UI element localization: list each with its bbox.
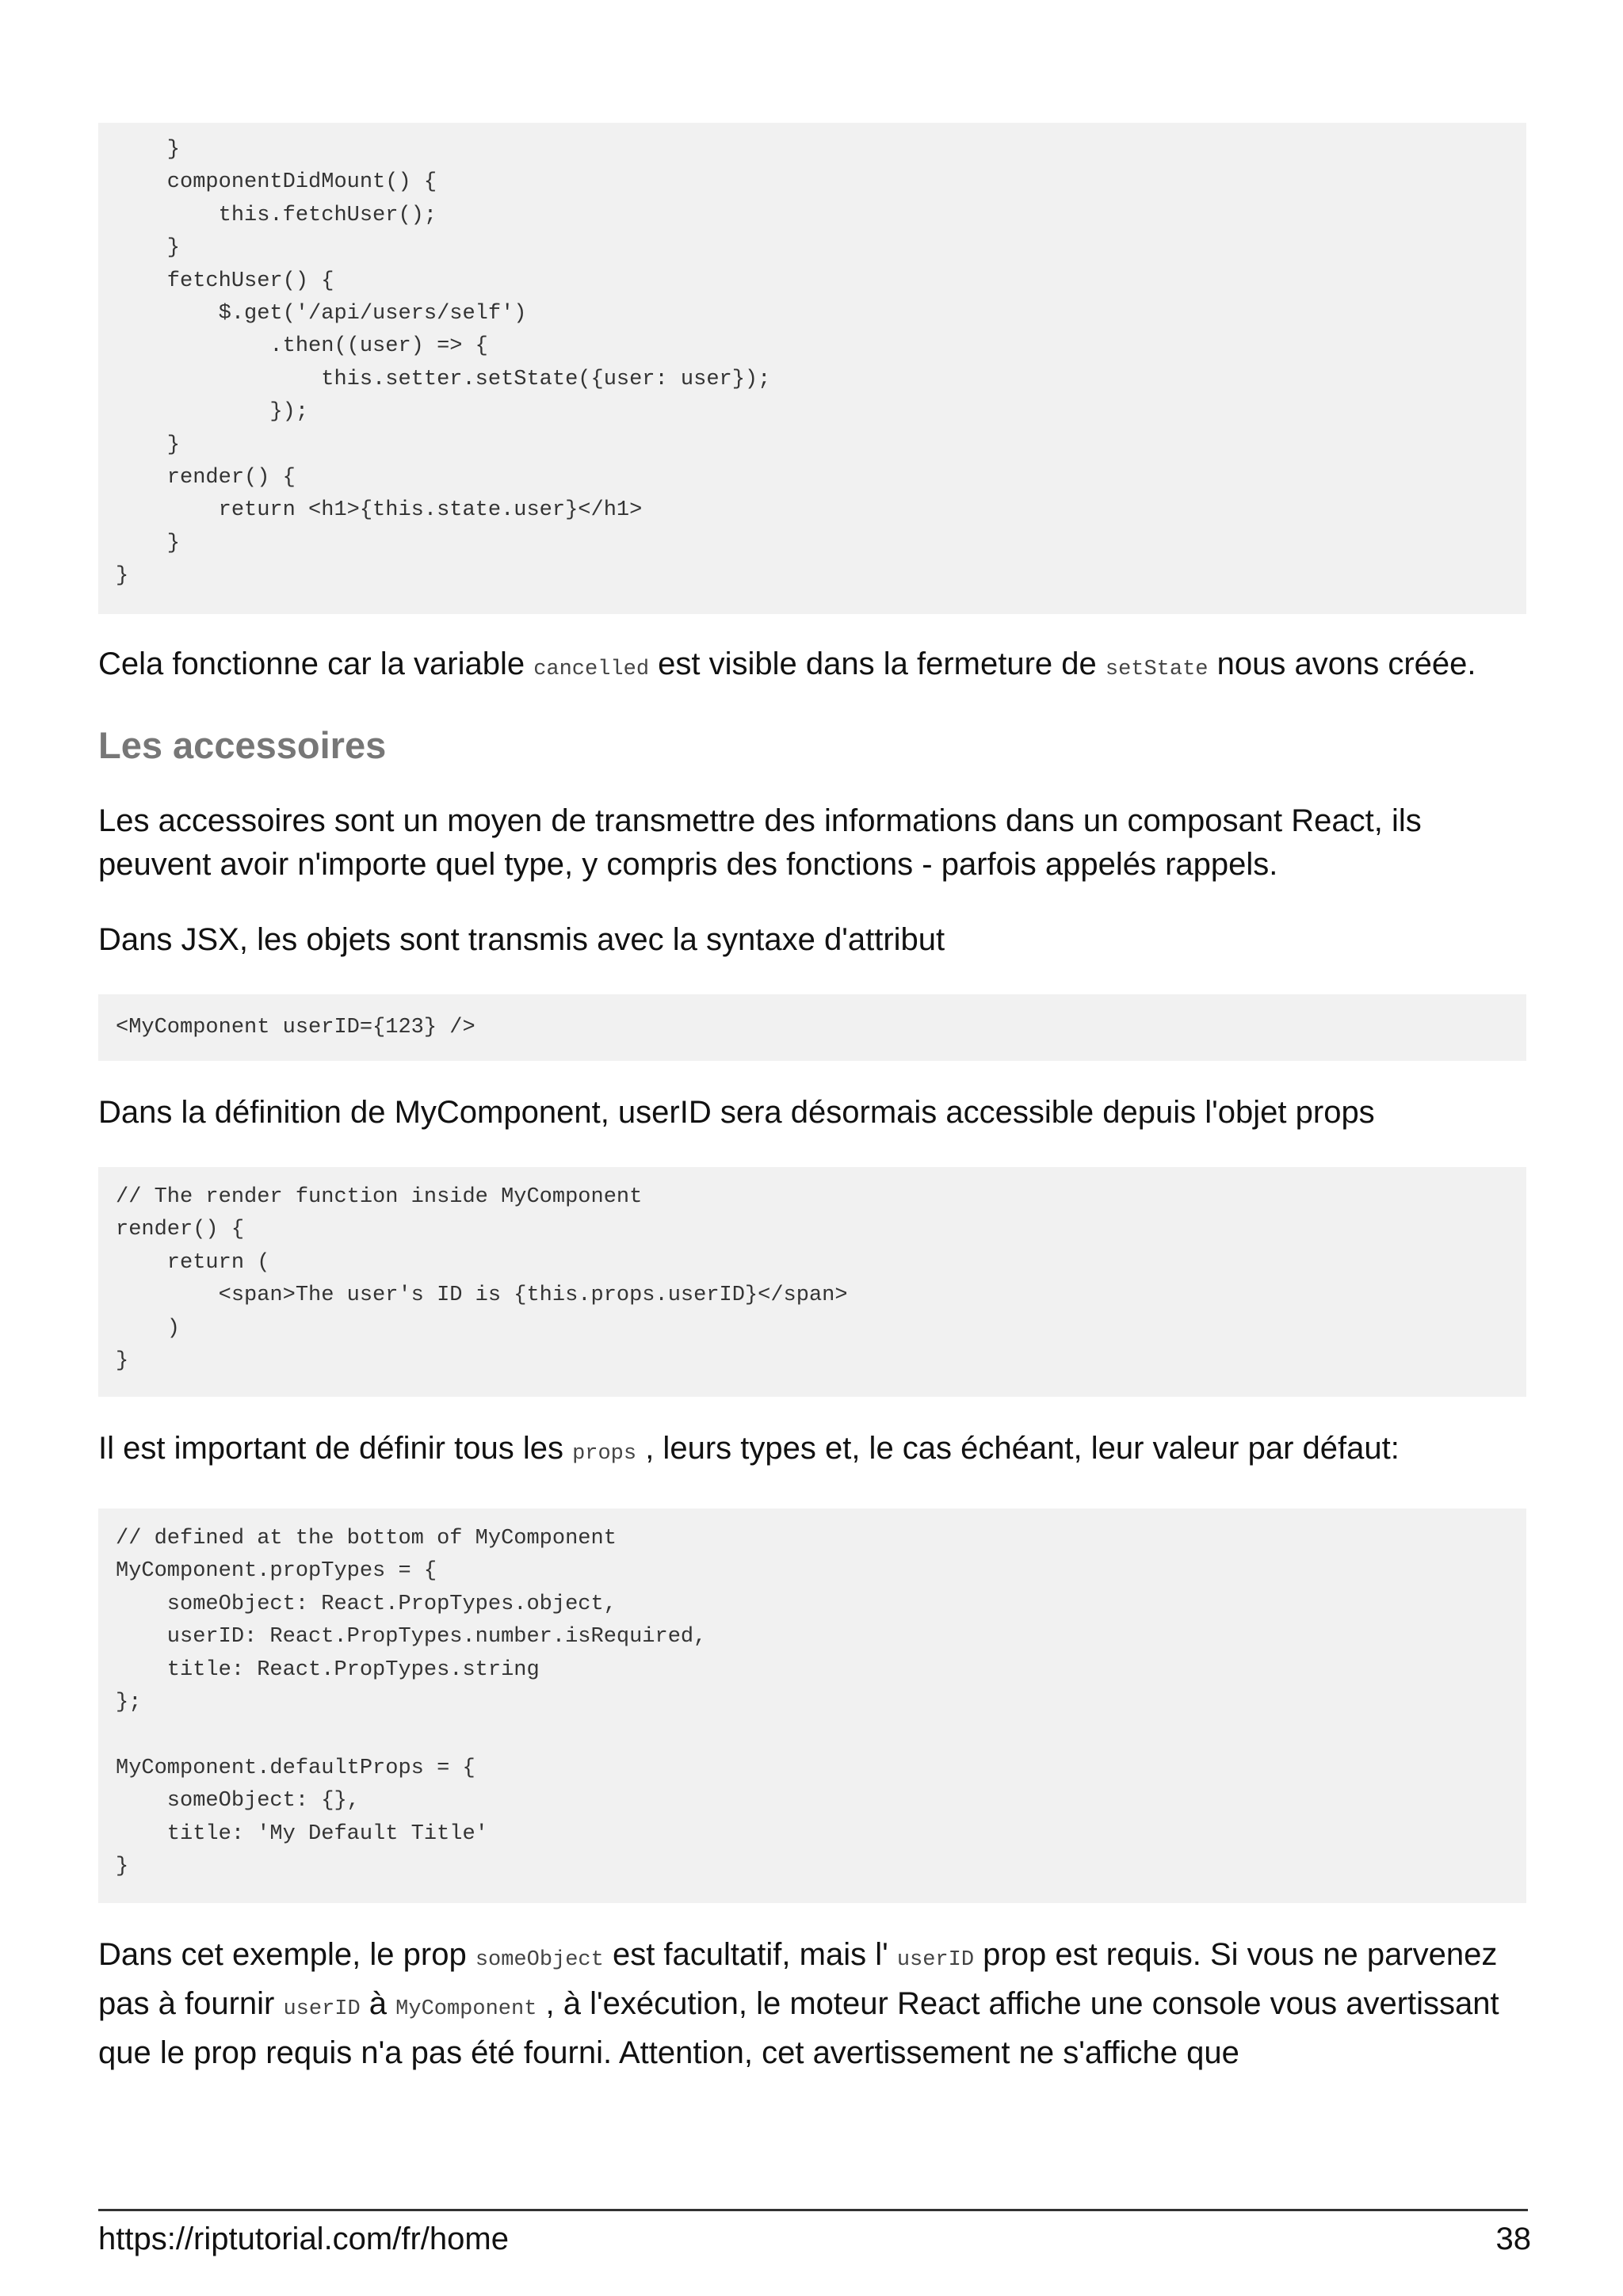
section-heading-accessoires: Les accessoires — [98, 724, 387, 766]
code-line: } — [116, 1349, 129, 1374]
code-line: title: 'My Default Title' — [116, 1821, 488, 1846]
inline-code-mycomponent: MyComponent — [395, 1997, 537, 2021]
text: Cela fonctionne car la variable — [98, 646, 534, 681]
text: à — [360, 1986, 396, 2021]
paragraph-props-intro: Les accessoires sont un moyen de transmettre des informations dans un composant React, ils peuvent avoir n'importe quel type, y compris des fonctions - parfois appelés rappels. — [98, 803, 1422, 882]
code-line: this.setter.setState({user: user}); — [116, 367, 771, 391]
code-line: this.fetchUser(); — [116, 203, 437, 227]
text: , à l'exécution, le moteur React affiche une console vous avertissant que le prop requis n'a pas été fourni. Attention, cet avertissement ne s'affiche que — [98, 1986, 1499, 2070]
code-line: } — [116, 1855, 129, 1879]
inline-code-cancelled: cancelled — [533, 658, 650, 681]
page-number: 38 — [1495, 2222, 1531, 2256]
code-line: } — [116, 564, 129, 589]
text: , leurs types et, le cas échéant, leur valeur par défaut: — [636, 1431, 1400, 1466]
text: est visible dans la fermeture de — [649, 646, 1106, 681]
code-line: // defined at the bottom of MyComponent — [116, 1527, 617, 1550]
code-line: return <h1>{this.state.user}</h1> — [116, 498, 643, 523]
code-block-render-function — [98, 1167, 1526, 1397]
code-line: <span>The user's ID is {this.props.userID}</span> — [116, 1283, 848, 1308]
code-line: .then((user) => { — [116, 334, 488, 359]
code-line: userID: React.PropTypes.number.isRequired, — [116, 1625, 707, 1650]
paragraph-props-access: Dans la définition de MyComponent, userID sera désormais accessible depuis l'objet props — [98, 1095, 1375, 1130]
code-line: }); — [116, 400, 309, 425]
paragraph-define-props — [98, 1427, 1526, 1476]
code-line: someObject: {}, — [116, 1789, 360, 1814]
code-line: } — [116, 433, 181, 457]
code-block-component-methods — [98, 123, 1526, 614]
code-line: } — [116, 138, 181, 162]
text: est facultatif, mais l' — [603, 1937, 897, 1972]
footer-divider — [98, 2209, 1528, 2211]
code-line: return ( — [116, 1250, 270, 1275]
code-line — [116, 1719, 1509, 1752]
inline-code-setstate: setState — [1105, 658, 1209, 681]
code-line: $.get('/api/users/self') — [116, 302, 527, 326]
text: nous avons créée. — [1208, 646, 1476, 681]
paragraph-closure-explanation — [98, 643, 1526, 692]
code-block-proptypes — [98, 1508, 1526, 1903]
footer-url: https://riptutorial.com/fr/home — [98, 2222, 509, 2256]
inline-code-userid-2: userID — [283, 1997, 361, 2021]
text: Dans cet exemple, le prop — [98, 1937, 475, 1972]
inline-code-someobject: someObject — [475, 1948, 604, 1972]
inline-code-props: props — [572, 1442, 637, 1466]
code-line: render() { — [116, 1218, 245, 1242]
code-line: } — [116, 531, 181, 555]
code-line: fetchUser() { — [116, 269, 334, 293]
code-line: someObject: React.PropTypes.object, — [116, 1592, 617, 1616]
paragraph-example-explanation — [98, 1933, 1526, 2075]
document-page — [98, 123, 1526, 2075]
code-block-jsx-usage — [98, 994, 1526, 1061]
code-line: ) — [116, 1316, 181, 1341]
inline-code-userid: userID — [896, 1948, 975, 1972]
code-line: } — [116, 236, 181, 261]
text: Il est important de définir tous les — [98, 1431, 573, 1466]
code-line: MyComponent.defaultProps = { — [116, 1756, 475, 1780]
code-line: // The render function inside MyComponent — [116, 1185, 643, 1209]
text: prop est requis. Si vous ne parvenez pas à fournir — [98, 1937, 1498, 2021]
code-line: <MyComponent userID={123} /> — [116, 1016, 475, 1039]
code-line: }; — [116, 1691, 142, 1715]
paragraph-jsx-attributes: Dans JSX, les objets sont transmis avec la syntaxe d'attribut — [98, 922, 945, 957]
code-line: title: React.PropTypes.string — [116, 1657, 540, 1682]
code-line: componentDidMount() { — [116, 170, 437, 195]
code-line: render() { — [116, 466, 296, 490]
code-line: MyComponent.propTypes = { — [116, 1559, 437, 1584]
